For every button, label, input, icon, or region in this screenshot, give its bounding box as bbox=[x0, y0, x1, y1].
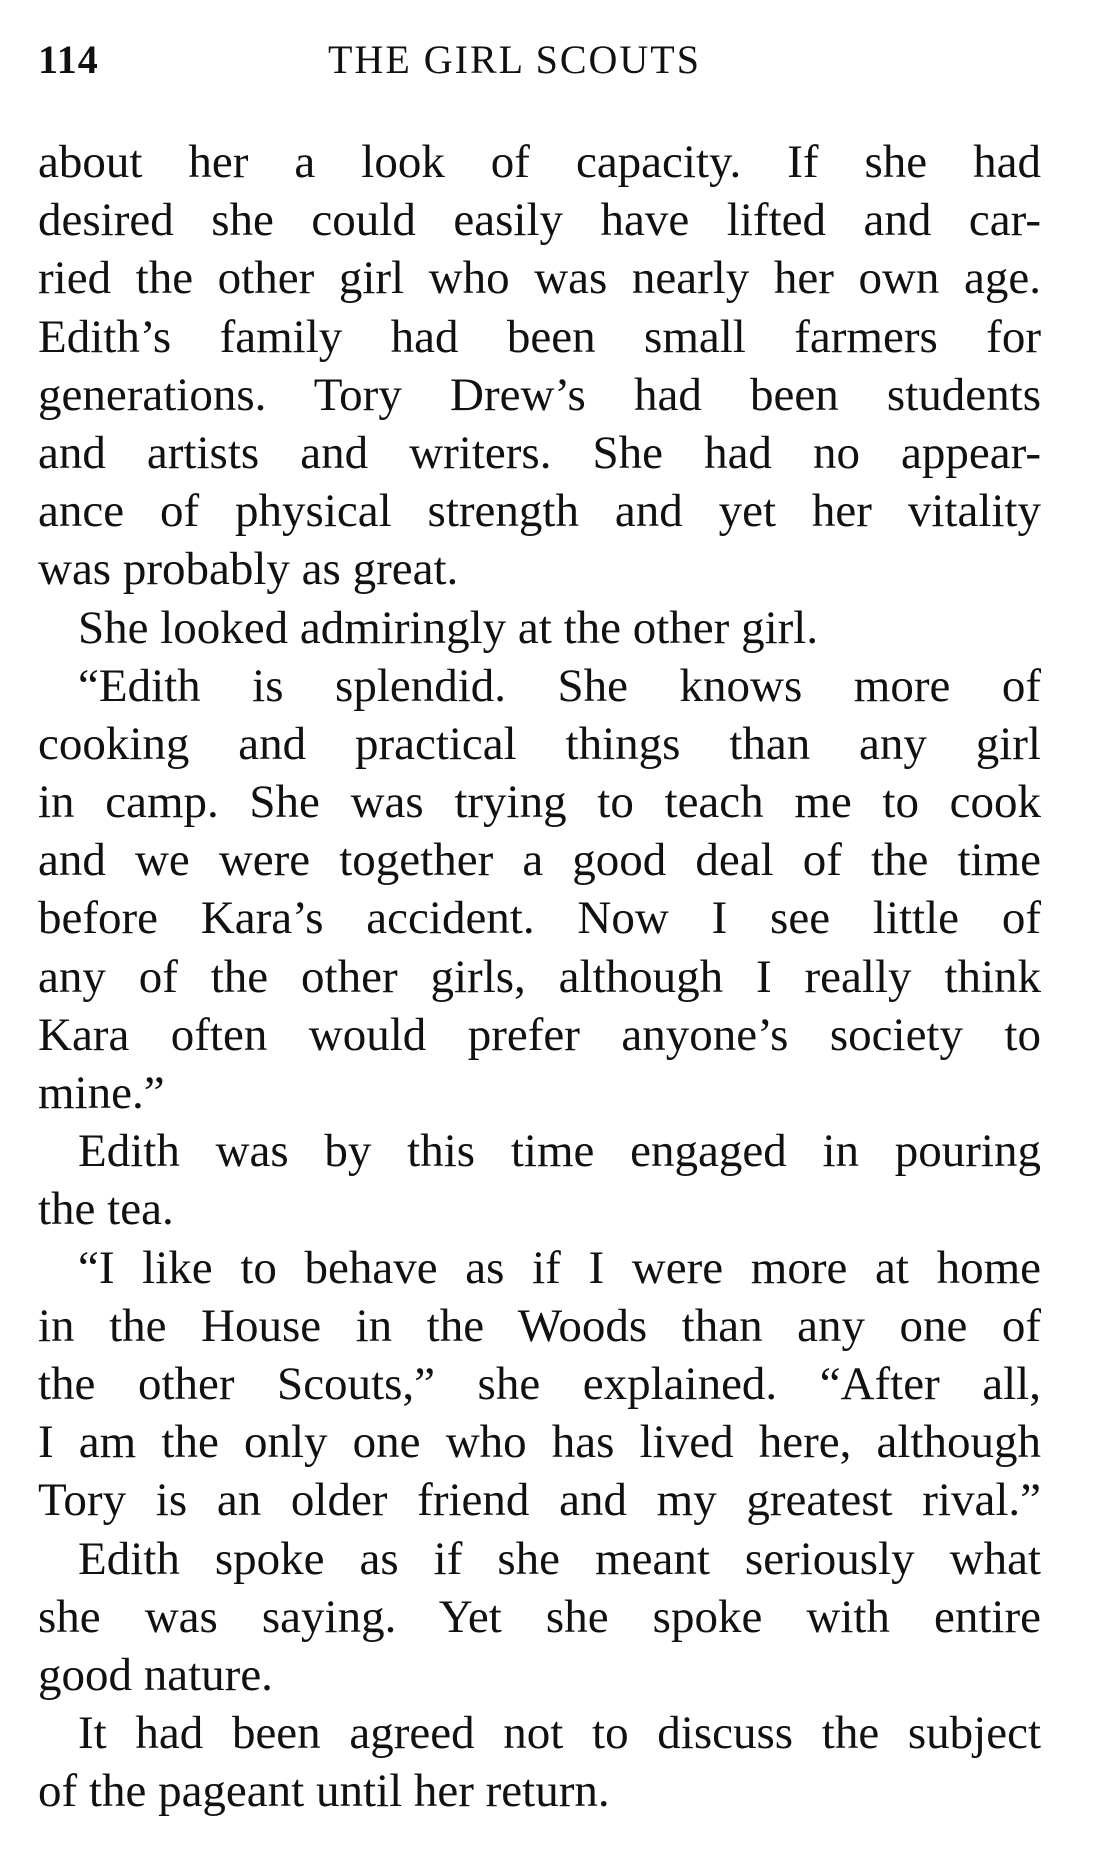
text-line: in camp. She was trying to teach me to cook bbox=[38, 776, 1041, 829]
paragraph-start-line: Edith was by this time engaged in pouring bbox=[78, 1125, 1041, 1178]
text-line: before Kara’s accident. Now I see little of bbox=[38, 892, 1041, 945]
text-line: Tory is an older friend and my greatest rival.” bbox=[38, 1474, 1041, 1527]
text-line: Kara often would prefer anyone’s society to bbox=[38, 1008, 1041, 1061]
paragraph-start-line: It had been agreed not to discuss the subject bbox=[78, 1707, 1041, 1760]
text-line: and we were together a good deal of the time bbox=[38, 834, 1041, 887]
page-header bbox=[38, 36, 1038, 86]
text-line: the tea. bbox=[38, 1183, 174, 1236]
paragraph-start-line: Edith spoke as if she meant seriously what bbox=[78, 1532, 1041, 1585]
paragraph-start-line: “Edith is splendid. She knows more of bbox=[78, 659, 1041, 712]
text-line: cooking and practical things than any girl bbox=[38, 717, 1041, 770]
paragraph-start-line: “I like to behave as if I were more at home bbox=[78, 1241, 1041, 1294]
text-line: desired she could easily have lifted and car- bbox=[38, 194, 1041, 247]
page-number: 114 bbox=[38, 37, 99, 82]
text-line: any of the other girls, although I really think bbox=[38, 950, 1041, 1003]
text-line: about her a look of capacity. If she had bbox=[38, 136, 1041, 188]
text-line: Edith’s family had been small farmers for bbox=[38, 310, 1041, 363]
text-line: the other Scouts,” she explained. “After all, bbox=[38, 1357, 1041, 1410]
text-line: I am the only one who has lived here, although bbox=[38, 1416, 1041, 1469]
text-line: she was saying. Yet she spoke with entire bbox=[38, 1590, 1041, 1643]
text-line: was probably as great. bbox=[38, 543, 459, 596]
body-text bbox=[38, 133, 1041, 1820]
text-line: and artists and writers. She had no appear- bbox=[38, 426, 1041, 479]
text-line: mine.” bbox=[38, 1067, 165, 1119]
paragraph-start-line: She looked admiringly at the other girl. bbox=[78, 601, 819, 654]
running-title: THE GIRL SCOUTS bbox=[328, 37, 701, 82]
text-line: in the House in the Woods than any one of bbox=[38, 1299, 1041, 1352]
text-line: of the pageant until her return. bbox=[38, 1765, 610, 1818]
text-line: ance of physical strength and yet her vitality bbox=[38, 485, 1041, 538]
text-line: ried the other girl who was nearly her own age. bbox=[38, 252, 1041, 305]
text-line: generations. Tory Drew’s had been students bbox=[38, 368, 1041, 421]
text-line: good nature. bbox=[38, 1648, 273, 1701]
